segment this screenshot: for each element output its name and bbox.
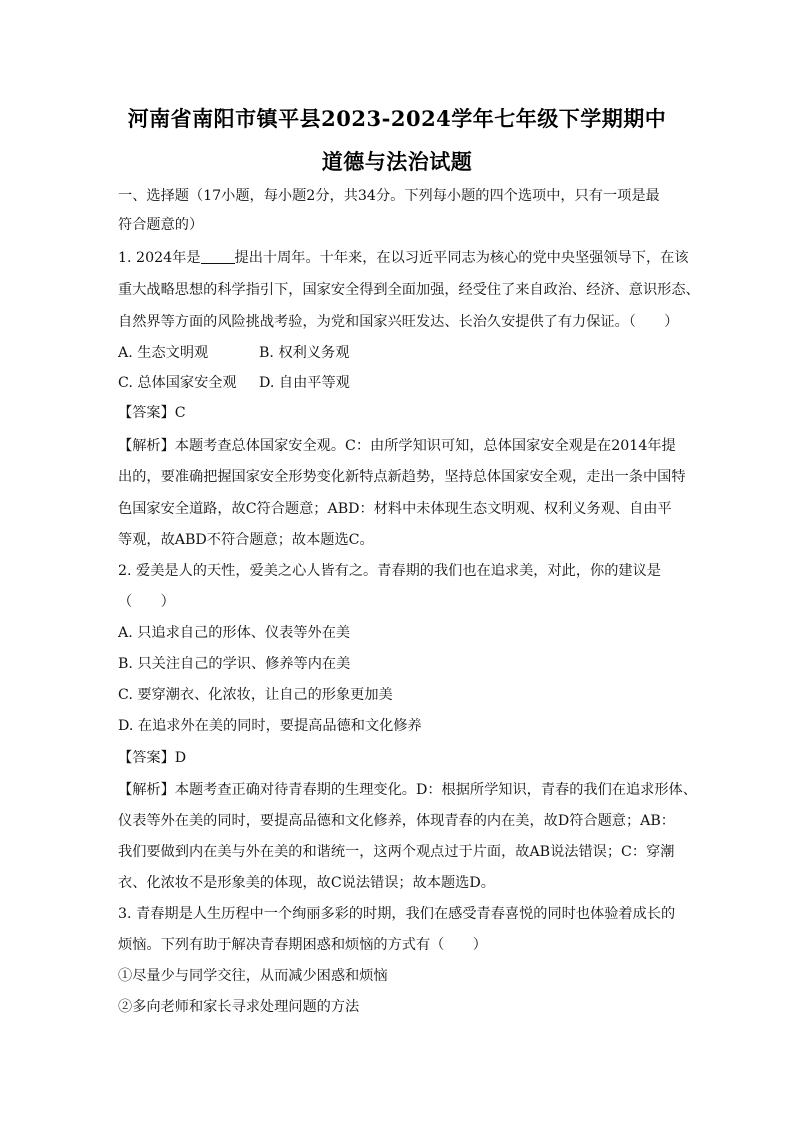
question-1-analysis-line4: 等观，故ABD不符合题意；故本题选C。: [118, 532, 374, 548]
question-3-item-2: ②多向老师和家长寻求处理问题的方法: [118, 999, 360, 1015]
question-1-option-d: D. 自由平等观: [259, 375, 350, 391]
question-1-text-a: 1. 2024年是: [118, 250, 201, 266]
question-1-line1: [118, 248, 689, 268]
question-3-line2: 烦恼。下列有助于解决青春期困惑和烦恼的方式有（ ）: [118, 937, 487, 953]
question-1-option-b: B. 权利义务观: [259, 345, 350, 361]
section-heading-line2: 符合题意的）: [118, 217, 204, 233]
question-1-line2: 重大战略思想的科学指引下，国家安全得到全面加强，经受住了来自政治、经济、意识形态、: [118, 282, 700, 298]
question-1-text-b: 提出十周年。十年来，在以习近平同志为核心的党中央坚强领导下，在该: [234, 250, 689, 266]
question-1-option-a: A. 生态文明观: [118, 345, 209, 361]
question-2-analysis-line3: 我们要做到内在美与外在美的和谐统一，这两个观点过于片面，故AB说法错误；C：穿潮: [118, 844, 675, 860]
question-1-option-c: C. 总体国家安全观: [118, 375, 237, 391]
question-2-answer: 【答案】D: [118, 750, 187, 766]
question-2-line2: （ ）: [118, 594, 175, 610]
question-3-item-1: ①尽量少与同学交往，从而减少困惑和烦恼: [118, 968, 388, 984]
page-title: 河南省南阳市镇平县2023-2024学年七年级下学期期中: [127, 106, 667, 131]
section-heading-line1: 一、选择题（17小题，每小题2分，共34分。下列每小题的四个选项中，只有一项是最: [118, 188, 660, 204]
question-2-analysis-line4: 衣、化浓妆不是形象美的体现，故C说法错误；故本题选D。: [118, 875, 495, 891]
question-2-analysis-line2: 仪表等外在美的同时，要提高品德和文化修养，体现青春的内在美，故D符合题意；AB：: [118, 813, 675, 829]
question-2-line1: 2. 爱美是人的天性，爱美之心人皆有之。青春期的我们也在追求美，对此，你的建议是: [118, 563, 661, 579]
question-1-analysis-line3: 色国家安全道路，故C符合题意；ABD：材料中未体现生态文明观、权利义务观、自由平: [118, 501, 672, 517]
question-2-analysis-line1: 【解析】本题考查正确对待青春期的生理变化。D：根据所学知识，青春的我们在追求形体、: [118, 782, 697, 798]
page-subtitle: 道德与法治试题: [321, 149, 473, 174]
question-1-line3: 自然界等方面的风险挑战考验，为党和国家兴旺发达、长治久安提供了有力保证。（ ）: [118, 314, 679, 330]
question-3-line1: 3. 青春期是人生历程中一个绚丽多彩的时期，我们在感受青春喜悦的同时也体验着成长的: [118, 906, 676, 922]
question-1-analysis-line1: 【解析】本题考查总体国家安全观。C：由所学知识可知，总体国家安全观是在2014年提: [118, 438, 676, 454]
question-2-option-c: C. 要穿潮衣、化浓妆，让自己的形象更加美: [118, 687, 393, 703]
question-1-analysis-line2: 出的，要准确把握国家安全形势变化新特点新趋势，坚持总体国家安全观，走出一条中国特: [118, 469, 686, 485]
question-1-answer: 【答案】C: [118, 405, 186, 421]
question-2-option-a: A. 只追求自己的形体、仪表等外在美: [118, 625, 351, 641]
question-2-option-d: D. 在追求外在美的同时，要提高品德和文化修养: [118, 718, 422, 734]
question-2-option-b: B. 只关注自己的学识、修养等内在美: [118, 656, 351, 672]
fill-in-blank: [201, 249, 235, 264]
